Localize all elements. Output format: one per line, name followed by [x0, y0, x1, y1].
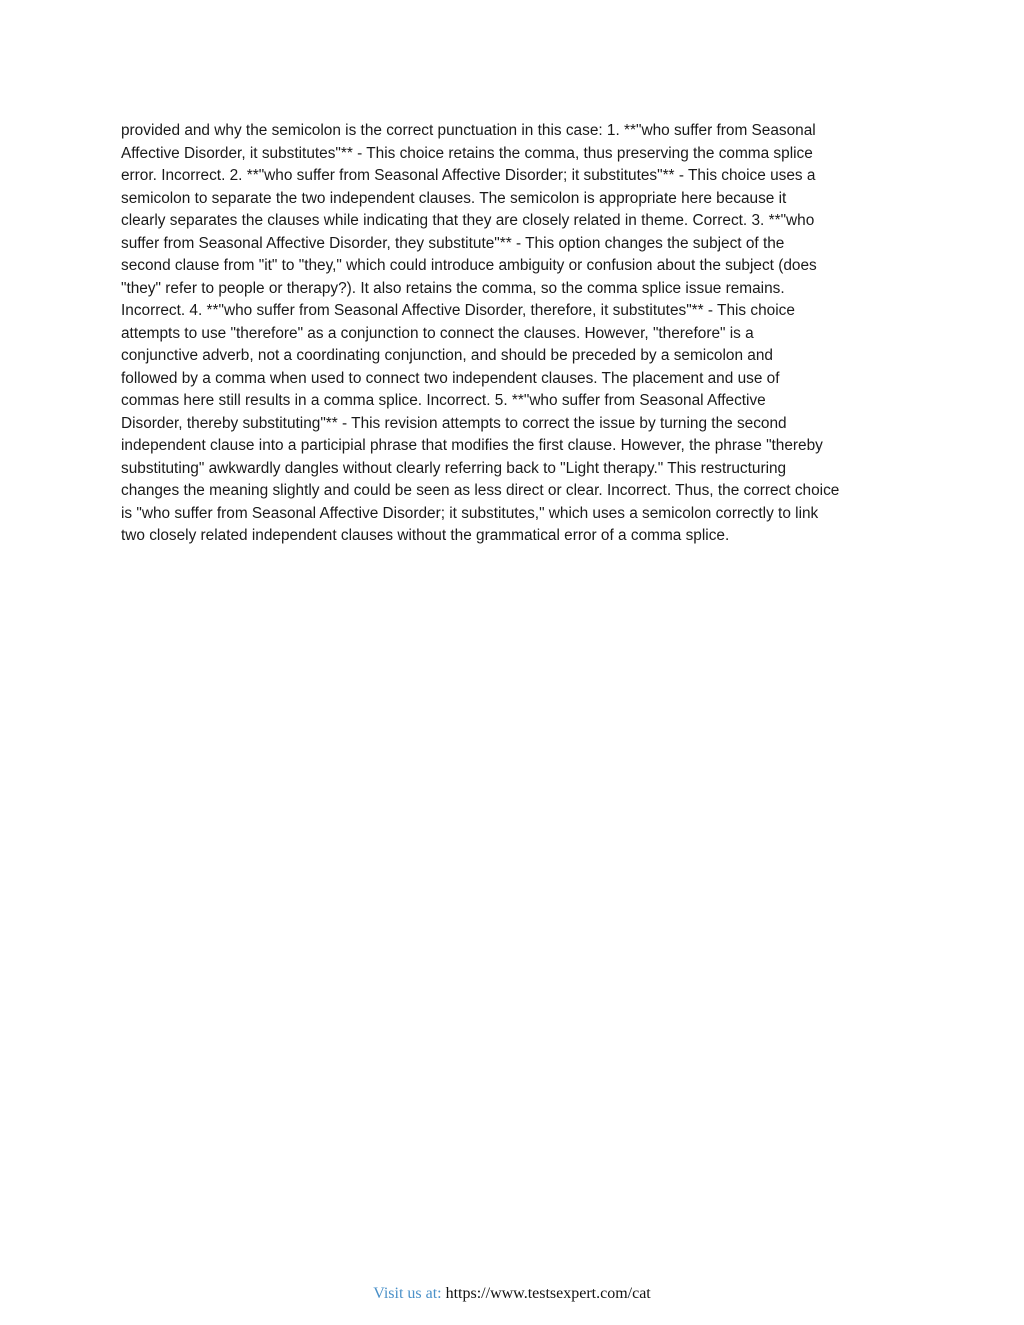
- text-line: changes the meaning slightly and could be seen as less direct or clear. Incorrect. Thus, the correct choice: [121, 482, 840, 499]
- footer-label: Visit us at:: [373, 1285, 442, 1302]
- footer-link[interactable]: https://www.testsexpert.com/cat: [445, 1285, 651, 1302]
- text-line: attempts to use "therefore" as a conjunction to connect the clauses. However, "therefore" is a: [121, 324, 754, 342]
- text-line: commas here still results in a comma splice. Incorrect. 5. **"who suffer from Seasonal Affective: [121, 392, 766, 409]
- text-line: error. Incorrect. 2. **"who suffer from Seasonal Affective Disorder; it substitutes"** - This choice uses a: [121, 167, 816, 184]
- text-line: "they" refer to people or therapy?). It also retains the comma, so the comma splice issue remains.: [121, 279, 785, 297]
- text-line: second clause from "it" to "they," which could introduce ambiguity or confusion about the subject (does: [121, 257, 817, 274]
- text-line: independent clause into a participial phrase that modifies the first clause. However, the phrase "thereby: [121, 437, 823, 454]
- text-line: Incorrect. 4. **"who suffer from Seasonal Affective Disorder, therefore, it substitutes"** - This choice: [121, 302, 795, 319]
- text-line: suffer from Seasonal Affective Disorder, they substitute"** - This option changes the subject of the: [121, 234, 785, 252]
- text-line: followed by a comma when used to connect two independent clauses. The placement and use of: [121, 369, 780, 387]
- explanation-text: [121, 120, 907, 548]
- text-line: semicolon to separate the two independent clauses. The semicolon is appropriate here because it: [121, 189, 787, 207]
- text-line: clearly separates the clauses while indicating that they are closely related in theme. Correct. 3. **"who: [121, 212, 815, 229]
- text-line: provided and why the semicolon is the correct punctuation in this case: 1. **"who suffer from Seasonal: [121, 122, 816, 139]
- text-line: two closely related independent clauses without the grammatical error of a comma splice.: [121, 527, 730, 544]
- page-footer: [0, 1284, 1024, 1304]
- text-line: conjunctive adverb, not a coordinating conjunction, and should be preceded by a semicolon and: [121, 347, 773, 364]
- text-line: is "who suffer from Seasonal Affective Disorder; it substitutes," which uses a semicolon correctly to link: [121, 504, 819, 522]
- text-line: Disorder, thereby substituting"** - This revision attempts to correct the issue by turning the second: [121, 414, 787, 432]
- text-line: substituting" awkwardly dangles without clearly referring back to "Light therapy." This restructuring: [121, 459, 787, 477]
- text-line: Affective Disorder, it substitutes"** - This choice retains the comma, thus preserving the comma splice: [121, 144, 813, 162]
